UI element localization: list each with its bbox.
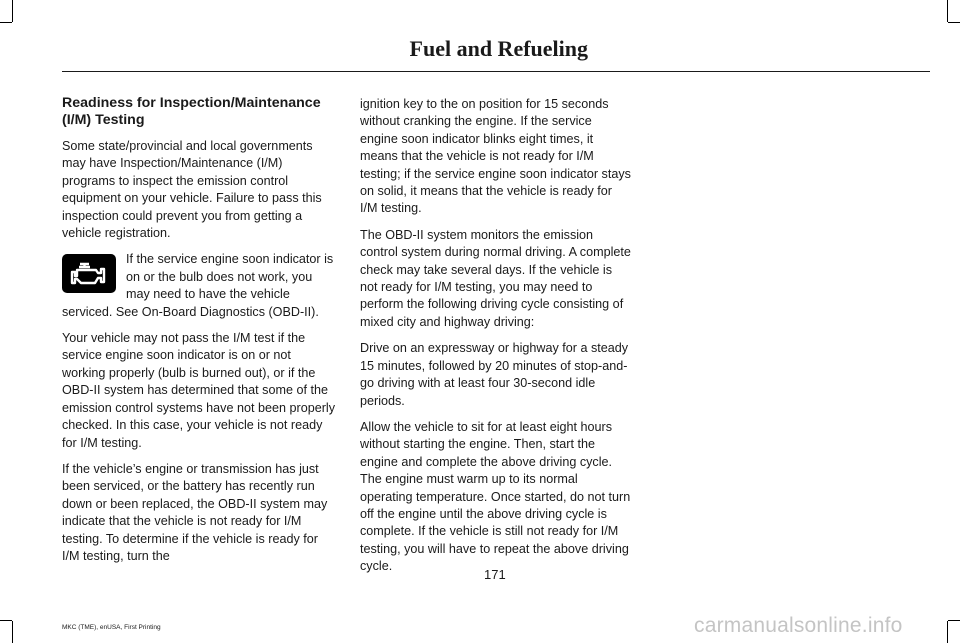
watermark: carmanualsonline.info	[694, 614, 903, 637]
crop-mark-top-left-v	[12, 0, 13, 22]
left-column	[62, 95, 336, 574]
page-number: 171	[484, 567, 506, 582]
section-heading: Readiness for Inspection/Maintenance (I/M) Testing	[62, 95, 321, 128]
ignition-paragraph: ignition key to the on position for 15 seconds without cranking the engine. If the service engine soon indicator blinks eight times, it means that the vehicle is not ready for I/M testing; if the service engine soon indicator stays on solid, it means that the vehicle is ready for I/M testing.	[360, 97, 631, 216]
crop-mark-bottom-right-h	[948, 620, 960, 621]
header-rule	[62, 71, 930, 72]
intro-paragraph: Some state/provincial and local governments may have Inspection/Maintenance (I/M) programs to inspect the emission control equipment on your vehicle. Failure to pass this inspection could prevent you from getting a vehicle registration.	[62, 139, 322, 241]
serviced-paragraph: If the vehicle’s engine or transmission has just been serviced, or the battery has recently run down or been replaced, the OBD-II system may indicate that the vehicle is not ready for I/M testing. To determine if the vehicle is ready for I/M testing, turn the	[62, 461, 328, 563]
crop-mark-bottom-left-v	[12, 621, 13, 643]
crop-mark-bottom-right-v	[947, 621, 948, 643]
crop-mark-top-right-h	[948, 22, 960, 23]
crop-mark-bottom-left-h	[0, 620, 12, 621]
crop-mark-top-left-h	[0, 22, 12, 23]
engine-warning-icon-graphic	[70, 260, 108, 287]
obd-monitor-paragraph: The OBD-II system monitors the emission control system during normal driving. A complete check may take several days. If the vehicle is not ready for I/M testing, you may need to perform the following driving cycle consisting of mixed city and highway driving:	[360, 227, 631, 329]
crop-mark-top-right-v	[947, 0, 948, 22]
footer-text: MKC (TME), enUSA, First Printing	[62, 624, 161, 631]
not-pass-paragraph: Your vehicle may not pass the I/M test if the service engine soon indicator is on or not working properly (bulb is burned out), or if the OBD-II system has determined that some of the emission control systems have not been properly checked. In this case, your vehicle is not ready for I/M testing.	[62, 331, 335, 450]
engine-warning-icon	[62, 254, 116, 293]
section-title: Fuel and Refueling	[409, 36, 588, 61]
indicator-paragraph	[62, 251, 336, 321]
right-column	[360, 96, 632, 585]
sit-paragraph: Allow the vehicle to sit for at least eight hours without starting the engine. Then, start the engine and complete the above driving cycle. The engine must warm up to its normal operating temperature. Once started, do not turn off the engine until the above driving cycle is complete. If the vehicle is still not ready for I/M testing, you will have to repeat the above driving cycle.	[360, 419, 631, 574]
indicator-text: If the service engine soon indicator is on or the bulb does not work, you may need to have the vehicle serviced. See On-Board Diagnostics (OBD-II).	[62, 252, 334, 319]
drive-paragraph: Drive on an expressway or highway for a steady 15 minutes, followed by 20 minutes of stop-and-go driving with at least four 30-second idle periods.	[360, 341, 629, 408]
